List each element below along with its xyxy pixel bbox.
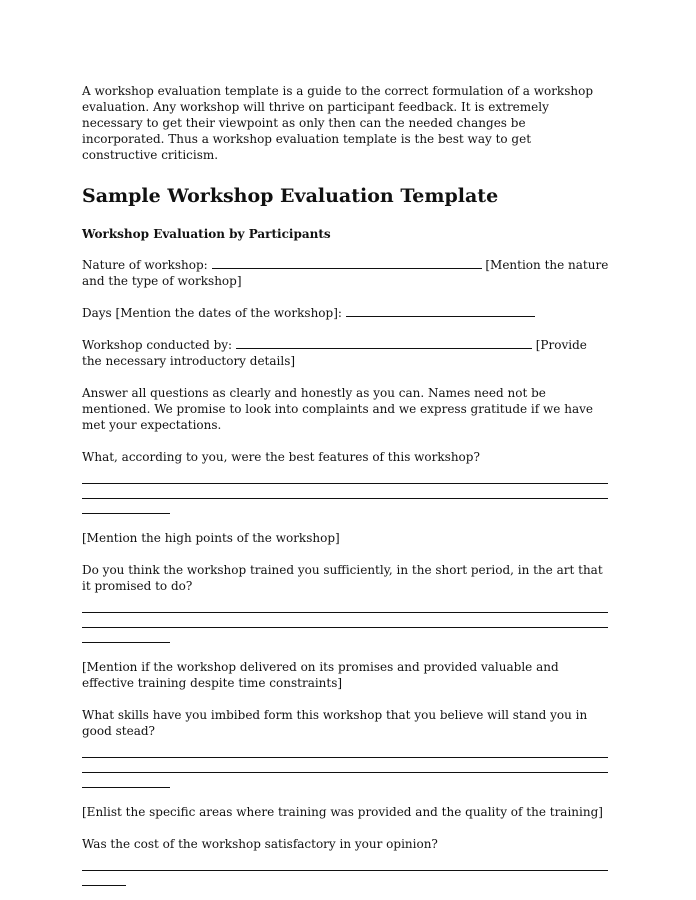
answer-area-1[interactable] xyxy=(82,469,610,514)
answer-line[interactable] xyxy=(82,856,608,871)
section-heading: Workshop Evaluation by Participants xyxy=(82,227,331,241)
question-1: What, according to you, were the best features of this workshop? xyxy=(82,450,480,464)
question-2-hint: [Mention if the workshop delivered on its promises and provided valuable and effective training despite time constraints] xyxy=(82,660,559,690)
intro-paragraph: A workshop evaluation template is a guide to the correct formulation of a workshop evaluation. Any workshop will thrive on participant feedback. It is extremely necessary to get their viewpoint as only then can the needed changes be incorporated. Thus a workshop evaluation template is the best way to get constructive criticism. xyxy=(82,84,593,162)
answer-area-2[interactable] xyxy=(82,598,610,643)
document-title: Sample Workshop Evaluation Template xyxy=(82,185,499,207)
conducted-field xyxy=(82,337,610,369)
instructions-paragraph: Answer all questions as clearly and honestly as you can. Names need not be mentioned. We promise to look into complaints and we express gratitude if we have met your expectations. xyxy=(82,386,593,432)
answer-line[interactable] xyxy=(82,758,608,773)
answer-line[interactable] xyxy=(82,773,170,788)
answer-line[interactable] xyxy=(82,499,170,514)
question-2: Do you think the workshop trained you sufficiently, in the short period, in the art that it promised to do? xyxy=(82,563,603,593)
conducted-hint: [Provide the necessary introductory details] xyxy=(82,338,587,368)
question-3-hint: [Enlist the specific areas where training was provided and the quality of the training] xyxy=(82,805,603,819)
answer-area-3[interactable] xyxy=(82,743,610,788)
days-blank[interactable] xyxy=(346,305,535,317)
answer-area-4[interactable] xyxy=(82,856,610,886)
answer-line[interactable] xyxy=(82,871,126,886)
conducted-blank[interactable] xyxy=(236,337,532,349)
answer-line[interactable] xyxy=(82,613,608,628)
nature-field xyxy=(82,257,610,289)
nature-hint: [Mention the nature and the type of workshop] xyxy=(82,258,609,288)
answer-line[interactable] xyxy=(82,484,608,499)
nature-blank[interactable] xyxy=(212,257,482,269)
answer-line[interactable] xyxy=(82,598,608,613)
question-4: Was the cost of the workshop satisfactory in your opinion? xyxy=(82,837,438,851)
days-label: Days [Mention the dates of the workshop]: xyxy=(82,306,342,320)
answer-line[interactable] xyxy=(82,743,608,758)
nature-label: Nature of workshop: xyxy=(82,258,208,272)
answer-line[interactable] xyxy=(82,469,608,484)
question-1-hint: [Mention the high points of the workshop] xyxy=(82,531,340,545)
days-field xyxy=(82,305,610,321)
conducted-label: Workshop conducted by: xyxy=(82,338,233,352)
question-3: What skills have you imbibed form this workshop that you believe will stand you in good stead? xyxy=(82,708,588,738)
answer-line[interactable] xyxy=(82,628,170,643)
